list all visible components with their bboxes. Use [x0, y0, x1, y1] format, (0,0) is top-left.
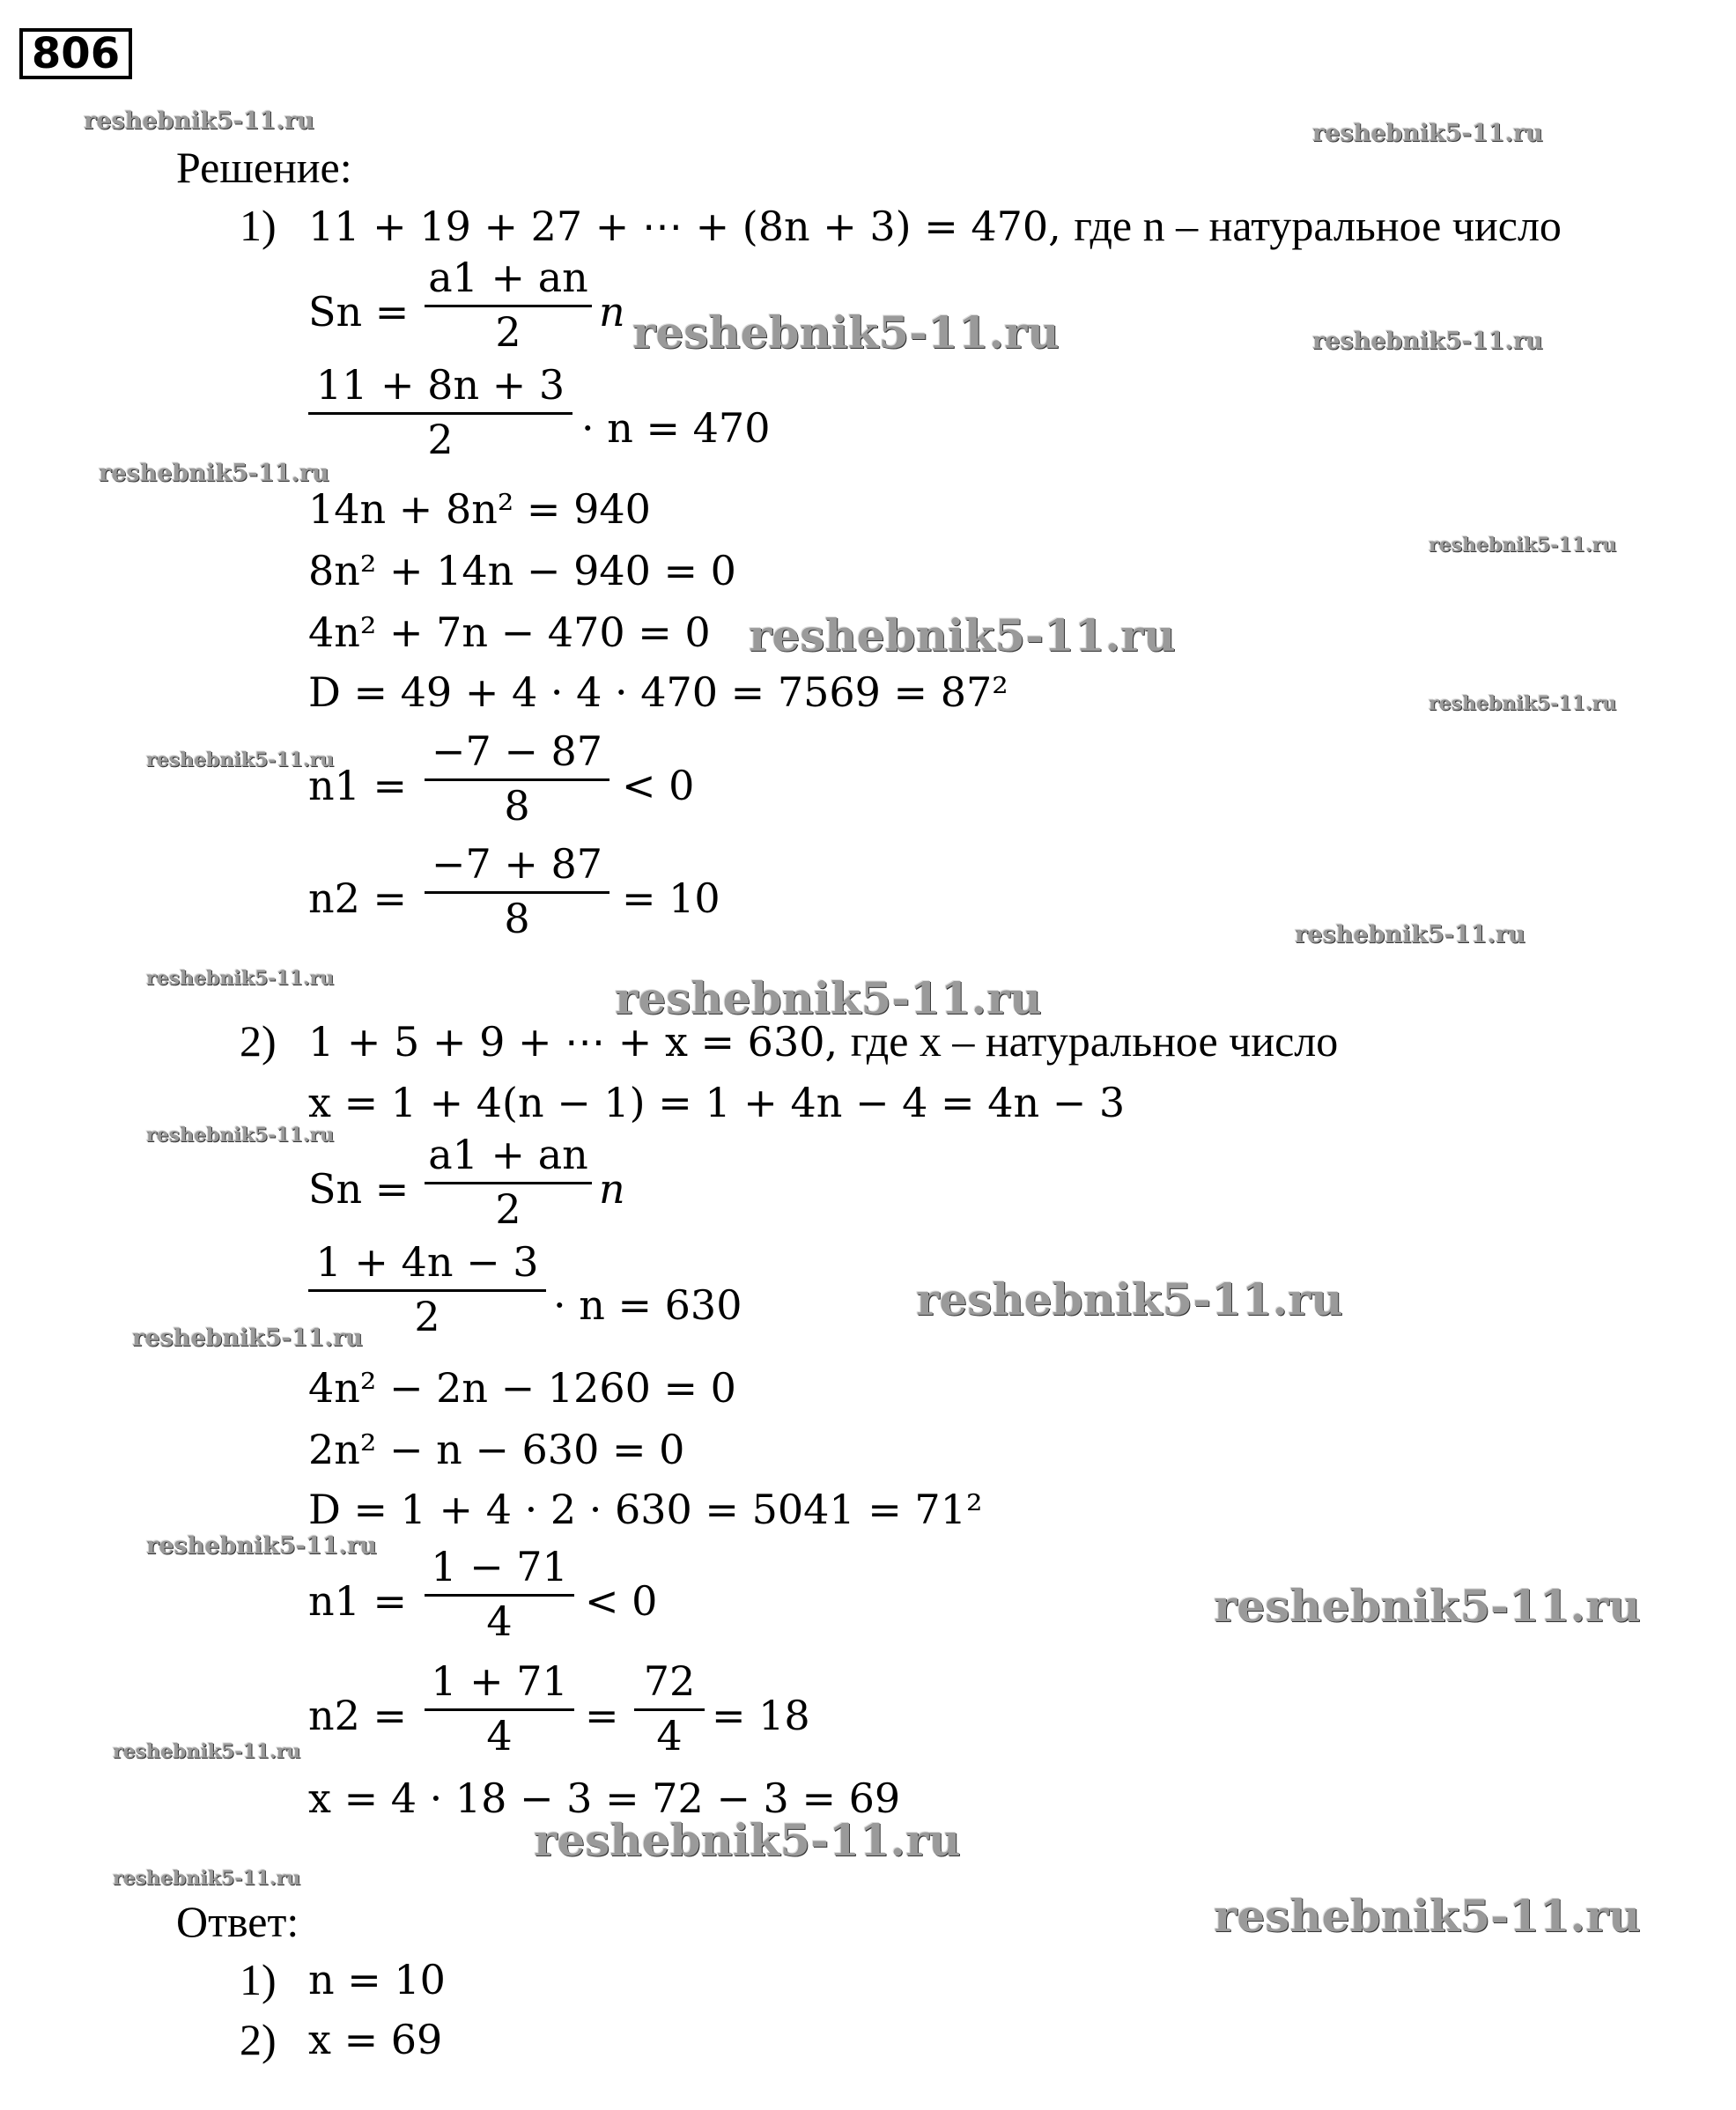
- fraction-denominator: 4: [486, 1597, 513, 1645]
- watermark: reshebnik5-11.ru: [749, 609, 1176, 661]
- watermark: reshebnik5-11.ru: [1429, 534, 1617, 557]
- part2-statement-text: где x – натуральное число: [850, 1016, 1339, 1066]
- watermark: reshebnik5-11.ru: [1214, 1580, 1641, 1632]
- watermark: reshebnik5-11.ru: [615, 972, 1042, 1024]
- part2-n2-tail: = 18: [712, 1692, 810, 1739]
- part2-statement-math: 1 + 5 + 9 + ⋯ + x = 630,: [308, 1018, 838, 1066]
- fraction-denominator: 2: [495, 1185, 521, 1233]
- part2-sn-tail: n: [599, 1165, 625, 1213]
- watermark: reshebnik5-11.ru: [146, 749, 335, 771]
- fraction-bar: [425, 1182, 592, 1184]
- watermark: reshebnik5-11.ru: [632, 306, 1060, 358]
- part2-n2-fraction: [425, 1659, 574, 1765]
- part1-n2-lhs: n2 =: [308, 874, 408, 922]
- part1-eq5: D = 49 + 4 · 4 · 470 = 7569 = 87²: [308, 668, 1008, 716]
- part1-n1-lhs: n1 =: [308, 762, 408, 809]
- part2-eq-x: x = 1 + 4(n − 1) = 1 + 4n − 4 = 4n − 3: [308, 1079, 1126, 1126]
- fraction-bar: [425, 891, 609, 894]
- part1-eq2: 14n + 8n² = 940: [308, 485, 651, 533]
- answer1-label: 1): [240, 1955, 277, 2004]
- fraction-numerator: 11 + 8n + 3: [315, 361, 565, 409]
- solution-heading: Решение:: [176, 143, 352, 192]
- fraction-denominator: 2: [414, 1293, 440, 1340]
- watermark: reshebnik5-11.ru: [99, 460, 329, 487]
- watermark: reshebnik5-11.ru: [916, 1273, 1343, 1325]
- part1-n2-fraction: [425, 842, 609, 948]
- fraction-bar: [308, 412, 573, 415]
- part2-n2-fraction2: [634, 1659, 705, 1765]
- part2-n1-tail: < 0: [585, 1577, 658, 1625]
- fraction-numerator: −7 + 87: [431, 840, 603, 888]
- fraction-numerator: a1 + an: [428, 1131, 588, 1178]
- watermark: reshebnik5-11.ru: [132, 1324, 363, 1352]
- part1-statement-text: где n – натуральное число: [1074, 201, 1562, 250]
- answer1-value: n = 10: [308, 1956, 446, 2003]
- problem-number-box: 806: [19, 28, 132, 79]
- part2-sn-lhs: Sn =: [308, 1165, 410, 1213]
- part1-n1-tail: < 0: [622, 762, 695, 809]
- part1-n2-tail: = 10: [622, 874, 720, 922]
- part1-sn-fraction: [425, 255, 592, 361]
- part1-sn-lhs: Sn =: [308, 288, 410, 336]
- fraction-denominator: 4: [656, 1712, 683, 1760]
- fraction-denominator: 4: [486, 1712, 513, 1760]
- part1-eq3: 8n² + 14n − 940 = 0: [308, 547, 736, 594]
- fraction-denominator: 2: [495, 308, 521, 356]
- fraction-denominator: 8: [504, 895, 530, 942]
- part2-n1-fraction: [425, 1545, 574, 1650]
- part2-eq1-tail: · n = 630: [553, 1281, 742, 1329]
- part1-eq4: 4n² + 7n − 470 = 0: [308, 609, 711, 656]
- watermark: reshebnik5-11.ru: [1429, 692, 1617, 715]
- answer2-value: x = 69: [308, 2016, 443, 2063]
- fraction-denominator: 8: [504, 782, 530, 830]
- watermark: reshebnik5-11.ru: [146, 1532, 377, 1560]
- fraction-numerator: −7 − 87: [431, 727, 603, 775]
- watermark: reshebnik5-11.ru: [146, 967, 335, 990]
- part2-sn-fraction: [425, 1132, 592, 1238]
- watermark: reshebnik5-11.ru: [113, 1867, 301, 1890]
- watermark: reshebnik5-11.ru: [113, 1740, 301, 1763]
- part2-eq4: D = 1 + 4 · 2 · 630 = 5041 = 71²: [308, 1486, 983, 1533]
- part1-statement-math: 11 + 19 + 27 + ⋯ + (8n + 3) = 470,: [308, 203, 1061, 250]
- part1-label: 1): [240, 201, 277, 250]
- part1-n1-fraction: [425, 729, 609, 835]
- fraction-numerator: 1 + 4n − 3: [315, 1238, 539, 1286]
- part2-n1-lhs: n1 =: [308, 1577, 408, 1625]
- fraction-bar: [425, 305, 592, 307]
- fraction-bar: [425, 778, 609, 781]
- part2-n2-lhs: n2 =: [308, 1692, 408, 1739]
- fraction-numerator: 1 − 71: [431, 1543, 568, 1590]
- part2-label: 2): [240, 1016, 277, 1066]
- watermark: reshebnik5-11.ru: [1312, 120, 1543, 147]
- fraction-bar: [425, 1708, 574, 1711]
- part2-eq3: 2n² − n − 630 = 0: [308, 1426, 685, 1473]
- fraction-denominator: 2: [427, 416, 454, 463]
- fraction-bar: [425, 1594, 574, 1597]
- watermark: reshebnik5-11.ru: [1214, 1890, 1641, 1942]
- answer-heading: Ответ:: [176, 1897, 299, 1946]
- watermark: reshebnik5-11.ru: [146, 1124, 335, 1147]
- watermark: reshebnik5-11.ru: [1312, 328, 1543, 355]
- watermark: reshebnik5-11.ru: [1295, 921, 1525, 948]
- part1-sn-tail: n: [599, 288, 625, 336]
- fraction-bar: [308, 1289, 546, 1292]
- part1-eq1-tail: · n = 470: [581, 404, 771, 452]
- watermark: reshebnik5-11.ru: [84, 107, 314, 135]
- fraction-bar: [634, 1708, 705, 1711]
- part2-eq2: 4n² − 2n − 1260 = 0: [308, 1364, 736, 1412]
- fraction-numerator: 1 + 71: [431, 1657, 568, 1705]
- part1-eq1-fraction: [308, 363, 573, 468]
- part2-n2-equals: =: [585, 1692, 619, 1739]
- part1-statement: [308, 199, 1562, 253]
- fraction-numerator: a1 + an: [428, 254, 588, 301]
- fraction-numerator: 72: [643, 1657, 696, 1705]
- answer2-label: 2): [240, 2015, 277, 2064]
- part2-eq-final: x = 4 · 18 − 3 = 72 − 3 = 69: [308, 1774, 901, 1822]
- watermark: reshebnik5-11.ru: [534, 1814, 961, 1866]
